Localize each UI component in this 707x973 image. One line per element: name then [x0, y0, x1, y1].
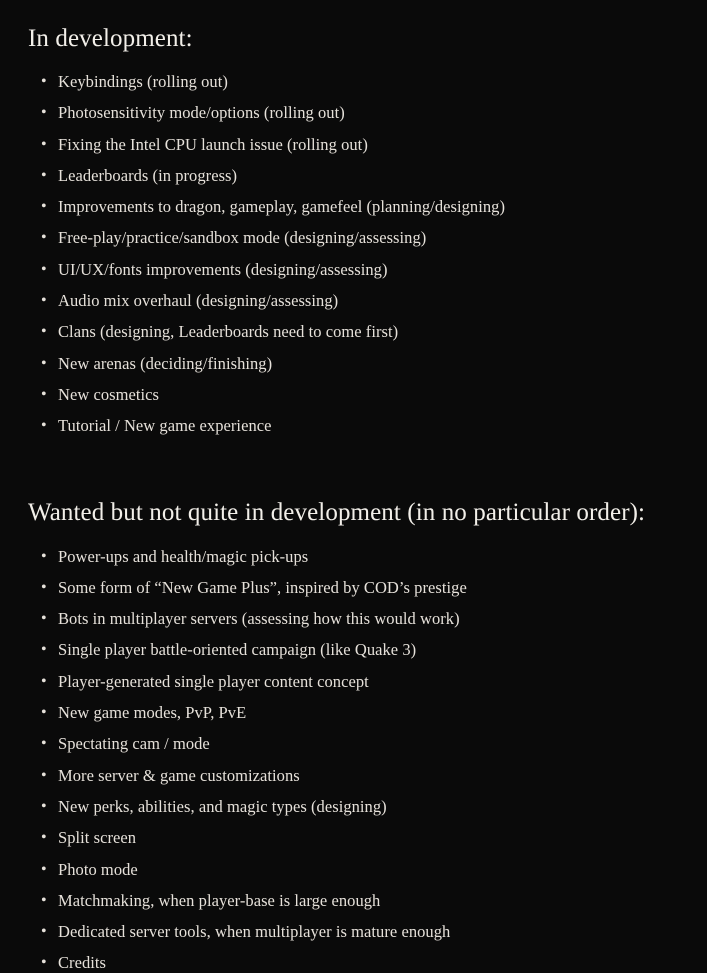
list-item: [41, 416, 687, 436]
bullet-icon: •: [41, 417, 47, 435]
list-item-label: Bots in multiplayer servers (assessing how this would work): [58, 609, 460, 629]
list-item: [41, 796, 687, 817]
bullet-icon: •: [41, 73, 47, 90]
list-item: [41, 609, 687, 629]
list-item-label: Matchmaking, when player-base is large enough: [58, 890, 381, 910]
bullet-icon: •: [41, 797, 47, 815]
list-item-label: New arenas (deciding/finishing): [58, 353, 273, 373]
list-item: [41, 734, 687, 754]
list-item: [41, 671, 687, 692]
wanted-list: [20, 547, 687, 973]
list-item-label: Photosensitivity mode/options (rolling out): [58, 103, 345, 123]
list-item: [41, 259, 687, 280]
list-item-label: Keybindings (rolling out): [58, 72, 228, 91]
list-item-label: Audio mix overhaul (designing/assessing): [58, 291, 339, 311]
list-item: [41, 353, 687, 374]
list-item: [41, 134, 687, 155]
bullet-icon: •: [41, 923, 47, 941]
bullet-icon: •: [41, 860, 47, 878]
bullet-icon: •: [41, 104, 47, 122]
bullet-icon: •: [41, 610, 47, 628]
list-item: [41, 890, 687, 911]
list-item: [41, 859, 687, 880]
bullet-icon: •: [41, 672, 47, 690]
list-item: [41, 103, 687, 123]
bullet-icon: •: [41, 198, 47, 216]
bullet-icon: •: [41, 385, 47, 403]
bullet-icon: •: [41, 829, 47, 847]
list-item: [41, 828, 687, 848]
list-item-label: Spectating cam / mode: [58, 734, 210, 754]
list-item: [41, 640, 687, 660]
list-item-label: New game modes, PvP, PvE: [58, 703, 247, 723]
bullet-icon: •: [41, 891, 47, 909]
bullet-icon: •: [41, 135, 47, 153]
list-item-label: Tutorial / New game experience: [58, 416, 272, 436]
list-item-label: Clans (designing, Leaderboards need to come first): [58, 322, 399, 342]
list-item: [41, 703, 687, 723]
list-item-label: More server & game customizations: [58, 765, 300, 785]
list-item: [41, 953, 687, 973]
bullet-icon: •: [41, 260, 47, 278]
list-item: [41, 922, 687, 942]
list-item: [41, 72, 687, 92]
bullet-icon: •: [41, 641, 47, 659]
list-item-label: Fixing the Intel CPU launch issue (rolling out): [58, 134, 368, 154]
list-item-label: Dedicated server tools, when multiplayer is mature enough: [58, 922, 451, 942]
list-item-label: New perks, abilities, and magic types (designing): [58, 796, 387, 816]
list-item: [41, 384, 687, 405]
list-item-label: New cosmetics: [58, 384, 159, 404]
list-item-label: Split screen: [58, 828, 137, 848]
bullet-icon: •: [41, 766, 47, 784]
list-item-label: Power-ups and health/magic pick-ups: [58, 546, 309, 566]
list-item-label: Some form of “New Game Plus”, inspired by COD’s prestige: [58, 577, 467, 597]
section-wanted: [20, 498, 687, 973]
list-item: [41, 765, 687, 786]
list-item-label: UI/UX/fonts improvements (designing/assessing): [58, 259, 388, 279]
page-title: In development:: [28, 25, 193, 52]
section-heading: Wanted but not quite in development (in no particular order):: [28, 498, 646, 526]
bullet-icon: •: [41, 547, 47, 565]
section-divider-space: [20, 448, 687, 492]
list-item: [41, 197, 687, 217]
list-item-label: Photo mode: [58, 859, 138, 879]
bullet-icon: •: [41, 323, 47, 341]
list-item-label: Credits: [58, 953, 107, 973]
bullet-icon: •: [41, 735, 47, 753]
bullet-icon: •: [41, 229, 47, 247]
section-in-development: [20, 24, 687, 436]
list-item: [41, 228, 687, 248]
list-item-label: Free-play/practice/sandbox mode (designing/assessing): [58, 228, 427, 248]
list-item: [41, 546, 687, 567]
list-item-label: Leaderboards (in progress): [58, 165, 238, 185]
list-item-label: Single player battle-oriented campaign (like Quake 3): [58, 640, 417, 660]
bullet-icon: •: [41, 166, 47, 184]
bullet-icon: •: [41, 704, 47, 722]
list-item: [41, 577, 687, 598]
list-item-label: Improvements to dragon, gameplay, gamefeel (planning/designing): [58, 197, 505, 217]
list-item: [41, 165, 687, 186]
bullet-icon: •: [41, 954, 47, 972]
list-item-label: Player-generated single player content concept: [58, 671, 369, 691]
bullet-icon: •: [41, 578, 47, 596]
in-development-list: [20, 72, 687, 436]
list-item: [41, 322, 687, 342]
bullet-icon: •: [41, 354, 47, 372]
list-item: [41, 291, 687, 311]
bullet-icon: •: [41, 292, 47, 310]
